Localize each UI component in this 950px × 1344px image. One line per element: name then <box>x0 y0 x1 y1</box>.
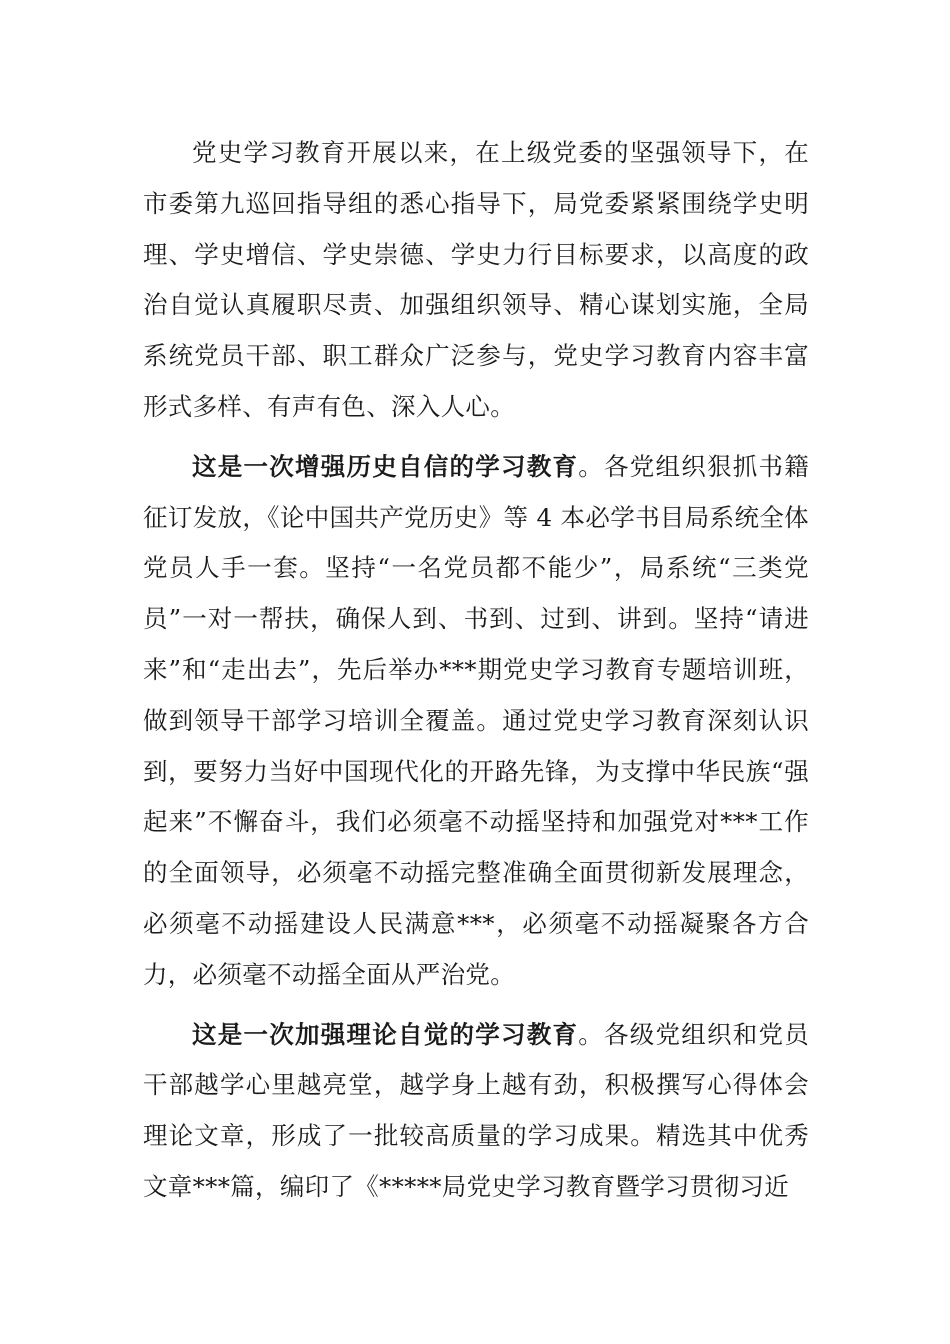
history-confidence-paragraph <box>143 442 809 1001</box>
paragraph-heading: 这是一次加强理论自觉的学习教育 <box>192 1019 579 1049</box>
document-body <box>143 128 809 1213</box>
paragraph-text: 。各党组织狠抓书籍征订发放，《论中国共产党历史》等 4 本必学书目局系统全体党员人手一套。坚持“一名党员都不能少”，局系统“三类党员”一对一帮扶，确保人到、书到、过到、讲到。坚持“请进来”和“走出去”，先后举办***期党史学习教育专题培训班，做到领导干部学习培训全覆盖。通过党史学习教育深刻认识到，要努力当好中国现代化的开路先锋，为支撑中华民族“强起来”不懈奋斗，我们必须毫不动摇坚持和加强党对***工作的全面领导，必须毫不动摇完整准确全面贯彻新发展理念，必须毫不动摇建设人民满意***，必须毫不动摇凝聚各方合力，必须毫不动摇全面从严治党。 <box>143 451 809 989</box>
intro-paragraph <box>143 128 809 433</box>
paragraph-heading: 这是一次增强历史自信的学习教育 <box>192 451 579 481</box>
paragraph-text: 党史学习教育开展以来，在上级党委的坚强领导下，在市委第九巡回指导组的悉心指导下，局党委紧紧围绕学史明理、学史增信、学史崇德、学史力行目标要求，以高度的政治自觉认真履职尽责、加强组织领导、精心谋划实施，全局系统党员干部、职工群众广泛参与，党史学习教育内容丰富形式多样、有声有色、深入人心。 <box>143 138 809 421</box>
paragraph-text: 。各级党组织和党员干部越学心里越亮堂，越学身上越有劲，积极撰写心得体会理论文章，形成了一批较高质量的学习成果。精选其中优秀文章***篇，编印了《*****局党史学习教育暨学习贯彻习近 <box>143 1019 809 1201</box>
theory-consciousness-paragraph <box>143 1010 809 1213</box>
